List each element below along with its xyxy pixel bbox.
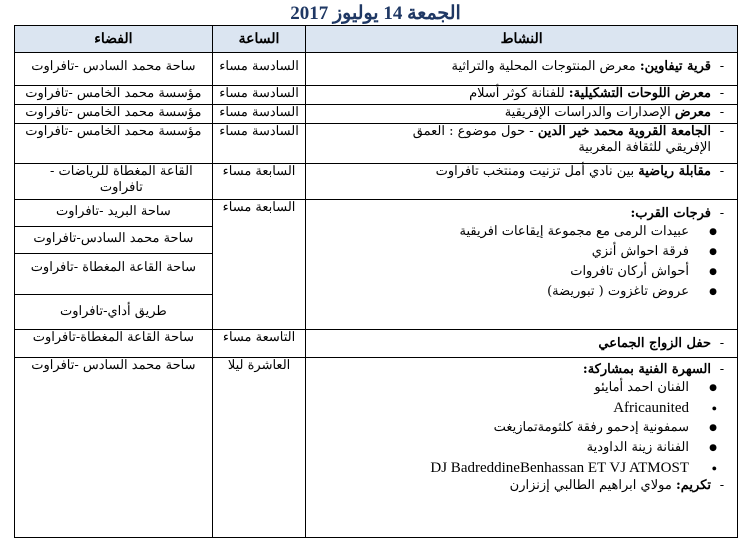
page-title: الجمعة 14 يوليوز 2017 — [290, 3, 461, 24]
activity-bold: قرية تيفاوين: — [639, 59, 711, 74]
place-cell: مؤسسة محمد الخامس -تافراوت — [15, 86, 213, 105]
activity-cell — [306, 200, 738, 330]
place-cell: ساحة محمد السادس -تافراوت — [15, 358, 213, 538]
header-activity: النشاط — [306, 26, 738, 53]
row-dash: - — [719, 362, 725, 377]
table-row — [15, 105, 738, 124]
row-dash: - — [719, 59, 725, 74]
activity-bold: معرض — [674, 105, 711, 120]
list-item: ● DJ BadreddineBenhassan ET VJ ATMOST — [310, 458, 689, 478]
activity-heading: السهرة الفنية بمشاركة: — [582, 362, 711, 377]
place-cell: ساحة القاعة المغطاة-تافراوت — [15, 330, 213, 358]
row-dash: - — [719, 206, 725, 221]
place-cell: ساحة محمد السادس -تافراوت — [15, 53, 213, 86]
row-dash: - — [719, 164, 725, 179]
place-cell: مؤسسة محمد الخامس -تافراوت — [15, 105, 213, 124]
activity-bold: الجامعة القروية محمد خير الدين — [537, 124, 711, 139]
header-time: الساعة — [212, 26, 306, 53]
header-place: الفضاء — [15, 26, 213, 53]
header-row — [15, 26, 738, 53]
activity-cell — [306, 164, 738, 200]
activity-text: بين نادي أمل تزنيت ومنتخب تافراوت — [435, 164, 639, 179]
table-row — [15, 164, 738, 200]
row-dash: - — [719, 86, 725, 101]
table-row — [15, 358, 738, 538]
time-cell: السادسة مساء — [212, 86, 306, 105]
row-dash: - — [719, 478, 725, 493]
table-row — [15, 330, 738, 358]
table-row — [15, 86, 738, 105]
activity-cell — [306, 330, 738, 358]
place-cell: القاعة المغطاة للرياضات - تافراوت — [15, 164, 213, 200]
list-item: ● عروض تاغزوت ( تبوريضة) — [310, 282, 689, 302]
table-row — [15, 200, 738, 330]
activity-cell — [306, 358, 738, 538]
row-dash: - — [719, 105, 725, 120]
bullet-list — [310, 222, 733, 302]
activity-cell — [306, 124, 738, 164]
activity-cell — [306, 86, 738, 105]
place-subcell: ساحة القاعة المغطاة -تافراوت — [15, 254, 212, 295]
activity-text: الإصدارات والدراسات الإفريقية — [504, 105, 675, 120]
row-dash: - — [719, 124, 725, 139]
table-row — [15, 124, 738, 164]
activity-heading: فرجات القرب: — [630, 206, 711, 221]
activity-text: للفنانة كوثر أسلام — [469, 86, 569, 101]
activity-text: - حول موضوع : العمق الإفريقي للثقافة المغربية — [412, 124, 711, 155]
row-dash: - — [719, 335, 725, 351]
list-item: ● أحواش أركان تافروات — [310, 262, 689, 282]
activity-cell — [306, 105, 738, 124]
activity-bold: تكريم: — [675, 478, 711, 493]
place-subcell: ساحة البريد -تافراوت — [15, 200, 212, 227]
place-subcell: طريق أداي-تافراوت — [59, 304, 167, 319]
time-cell: التاسعة مساء — [212, 330, 306, 358]
activity-bold: حفل الزواج الجماعي — [598, 335, 711, 351]
activity-cell — [306, 53, 738, 86]
activity-text: معرض المنتوجات المحلية والتراثية — [451, 59, 640, 74]
activity-bold: مقابلة رياضية — [638, 164, 711, 179]
list-item: ● Africaunited — [310, 398, 689, 418]
list-item: ● فرقة احواش أنزي — [310, 242, 689, 262]
list-item: ● سمفونية إدحمو رفقة كلثومةتمازيغت — [310, 418, 689, 438]
list-item: ● الفنانة زينة الداودية — [310, 438, 689, 458]
time-cell: السابعة مساء — [212, 164, 306, 200]
place-subcell: ساحة محمد السادس-تافراوت — [15, 227, 212, 254]
schedule-table — [14, 25, 738, 538]
time-cell: السادسة مساء — [212, 105, 306, 124]
table-row — [15, 53, 738, 86]
place-cell: مؤسسة محمد الخامس -تافراوت — [15, 124, 213, 164]
activity-text: مولاي ابراهيم الطالبي إزنزارن — [509, 478, 676, 493]
time-cell: العاشرة ليلا — [212, 358, 306, 538]
time-cell: السادسة مساء — [212, 53, 306, 86]
activity-bold: معرض اللوحات التشكيلية: — [568, 86, 711, 101]
time-cell: السادسة مساء — [212, 124, 306, 164]
list-item: ● عبيدات الرمى مع مجموعة إيقاعات افريقية — [310, 222, 689, 242]
place-cell — [15, 200, 213, 330]
bullet-list — [310, 378, 733, 478]
list-item: ● الفنان احمد أمايئو — [310, 378, 689, 398]
time-cell: السابعة مساء — [212, 200, 306, 330]
